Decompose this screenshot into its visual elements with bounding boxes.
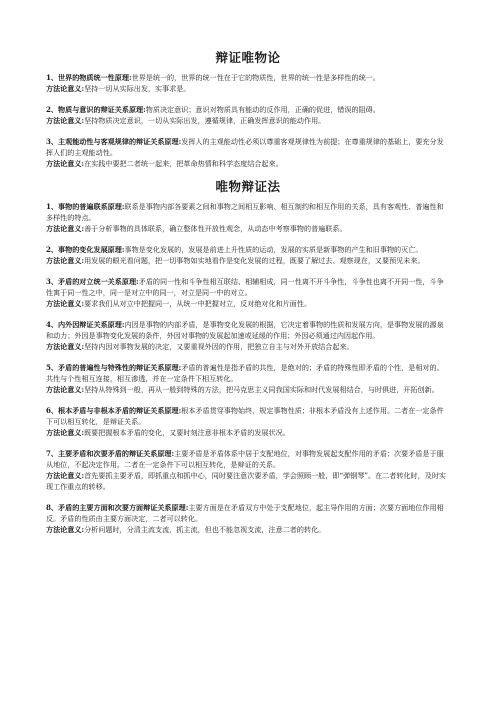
method-label: 方法论意义: [46,224,85,233]
principle-heading: 1、世界的物质统一性原理: [46,73,132,82]
method-body: 分析问题时，分清主流支流，抓主流，但也不能忽视支流，注意二者的转化。 [84,525,326,534]
principle-heading: 3、主观能动性与客观规律的辩证关系原理: [46,137,182,146]
principle-item [46,319,450,352]
principle-heading: 5、矛盾的普遍性与特殊性的辩证关系原理: [46,363,182,372]
principle-body: 物质决定意识；意识对物质具有能动的反作用，正确的促进，错误的阻碍。 [145,105,380,114]
method-label: 方法论意义: [46,84,85,93]
principle-item [46,104,450,126]
section-title: 辩证唯物论 [215,50,281,65]
principle-text [46,104,450,115]
method-label: 方法论意义: [46,471,85,480]
principle-body: 矛盾的普遍性是指矛盾的共性，是绝对的；矛盾的特殊性即矛盾的个性，是相对的。共性与个性相互连接，相互渗透，并在一定条件下相互转化。 [46,363,444,383]
method-label: 方法论意义: [46,159,85,168]
principle-text [46,244,450,255]
principle-body: 主要矛盾是矛盾体系中居于支配地位，对事物发展起支配作用的矛盾；次要矛盾是于服从地位，不起决定作用。二者在一定条件下可以相互转化，是辩证的关系。 [46,449,444,469]
principle-body: 发挥人的主观能动性必须以尊重客观规律性为前提；在尊重规律的基础上，要充分发挥人们的主观能动性。 [46,137,444,157]
principle-body: 内因是事物的内部矛盾，是事物变化发展的根据，它决定着事物的性质和发展方向，是事物发展的源泉和动力；外因是事物变化发展的条件，外因对事物的发展起加速或延缓的作用；外因必须通过内因起作用。 [46,320,444,340]
method-body: 既要把握根本矛盾的变化，又要时刻注意非根本矛盾的发展状况。 [84,428,290,437]
principle-heading: 8、矛盾的主要方面和次要方面辩证关系原理: [46,503,189,512]
method-text [46,384,450,395]
principle-text [46,502,450,524]
principle-item [46,244,450,266]
method-body: 坚持内因对事物发展的决定，又要重视外因的作用，把独立自主与对外开放结合起来。 [84,342,354,351]
principle-text [46,276,450,298]
principle-item [46,201,450,234]
principle-item [46,448,450,492]
principle-text [46,448,450,470]
principle-body: 世界是统一的，世界的统一性在于它的物质性，世界的统一性是多样性的统一。 [131,73,380,82]
section-title: 唯物辩证法 [215,179,281,194]
method-label: 方法论意义: [46,428,85,437]
method-body: 善于分析事物的具体联系，确立整体性开放性观念，从动态中考察事物的普遍联系。 [84,224,347,233]
method-text [46,427,450,438]
method-label: 方法论意义: [46,385,85,394]
principle-heading: 2、事物的变化发展原理: [46,245,125,254]
principle-text [46,362,450,384]
method-text [46,255,450,266]
principle-body: 根本矛盾贯穿事物始终，规定事物性质；非根本矛盾没有上述作用。二者在一定条件下可以相互转化，是辩证关系。 [46,406,444,426]
method-text [46,341,450,352]
method-label: 方法论意义: [46,342,85,351]
method-text [46,298,450,309]
principle-heading: 4、内外因辩证关系原理: [46,320,125,329]
method-text [46,115,450,126]
method-body: 首先要抓主要矛盾，即抓重点和抓中心，同时要注意次要矛盾，学会照顾一般，即“弹钢琴”。在二者转化时，及时实现工作重点的转移。 [46,471,447,491]
principle-text [46,201,450,223]
principle-item [46,502,450,535]
method-text [46,83,450,94]
principle-body: 矛盾的同一性和斗争性相互联结、相辅相成，同一性离不开斗争性，斗争性也离不开同一性，斗争性寓于同一性之中，同一是对立中的同一，对立是同一中的对立。 [46,277,444,297]
principle-item [46,136,450,169]
principle-text [46,319,450,341]
principle-heading: 6、根本矛盾与非根本矛盾的辩证关系原理: [46,406,182,415]
principle-item [46,362,450,395]
method-label: 方法论意义: [46,299,85,308]
method-body: 坚持一切从实际出发，实事求是。 [84,84,191,93]
method-text [46,524,450,535]
method-body: 坚持物质决定意识，一切从实际出发，遵循规律，正确发挥意识的能动作用。 [84,116,326,125]
principle-body: 事物是变化发展的，发展是前进上升性质的运动，发展的实质是新事物的产生和旧事物的灭亡。 [124,245,423,254]
principle-text [46,405,450,427]
method-body: 坚持从特殊到一般，再从一般到特殊的方法，把马克思主义同我国实际和时代发展相结合，与时俱进，开拓创新。 [84,385,439,394]
principle-text [46,136,450,158]
principle-body: 联系是事物内部各要素之间和事物之间相互影响、相互制约和相互作用的关系，具有客观性、普遍性和多样性的特点。 [46,202,444,222]
principle-body: 主要方面是在矛盾双方中处于支配地位，起主导作用的方面；次要方面地位作用相反。矛盾的性质由主要方面决定，二者可以转化。 [46,503,444,523]
method-body: 在实践中要把二者统一起来，把革命热情和科学态度结合起来。 [84,159,283,168]
principle-heading: 7、主要矛盾和次要矛盾的辩证关系原理: [46,449,175,458]
method-label: 方法论意义: [46,525,85,534]
principle-heading: 3、矛盾的对立统一关系原理: [46,277,139,286]
principle-heading: 2、物质与意识的辩证关系原理: [46,105,146,114]
principle-text [46,72,450,83]
principle-item [46,72,450,94]
principle-heading: 1、事物的普遍联系原理: [46,202,125,211]
method-label: 方法论意义: [46,116,85,125]
method-text [46,470,450,492]
principle-item [46,276,450,309]
method-body: 要求我们从对立中把握同一，从统一中把握对立，反对绝对化和片面性。 [84,299,312,308]
method-text [46,158,450,169]
method-text [46,223,450,234]
method-label: 方法论意义: [46,256,85,265]
method-body: 用发展的眼光看问题，把一切事物如实地看作是变化发展的过程，既要了解过去、观察现在，又要预见未来。 [84,256,425,265]
principle-item [46,405,450,438]
